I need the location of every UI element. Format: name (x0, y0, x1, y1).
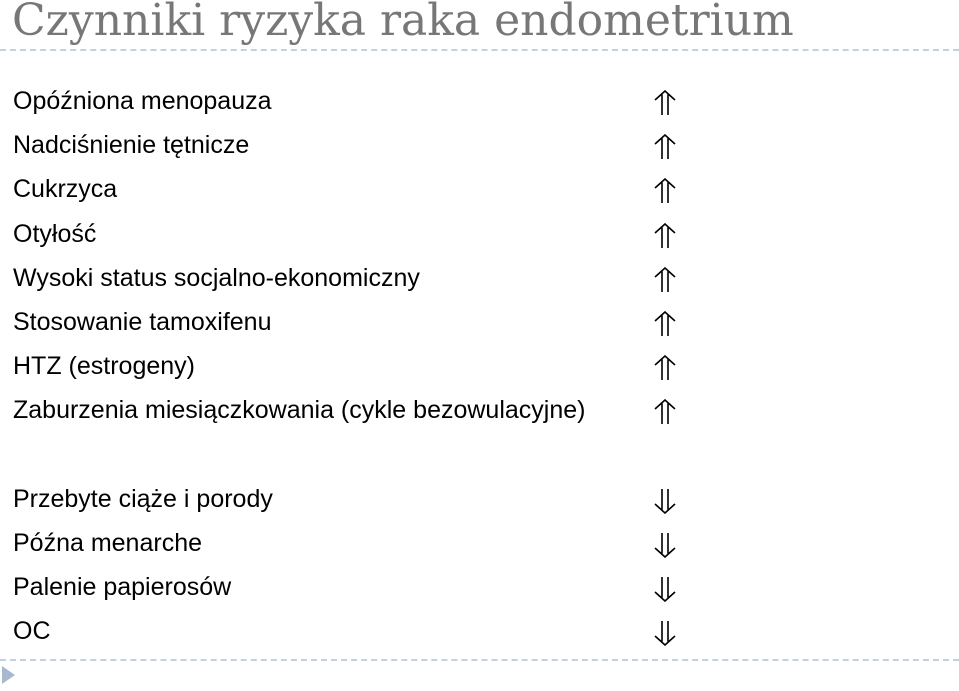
factor-label: Cukrzyca (13, 175, 118, 203)
list-item (0, 388, 700, 432)
factor-label: Nadciśnienie tętnicze (13, 131, 250, 159)
slide-title: Czynniki ryzyka raka endometrium (12, 0, 794, 46)
list-item (0, 521, 700, 565)
list-item (0, 565, 700, 609)
up-double-arrow-icon (652, 90, 678, 116)
up-double-arrow-icon (652, 355, 678, 381)
list-item (0, 477, 700, 521)
bottom-divider (0, 659, 959, 661)
up-double-arrow-icon (652, 134, 678, 160)
factor-label: Opóźniona menopauza (13, 87, 272, 115)
list-item (0, 344, 700, 388)
list-item (0, 167, 700, 211)
down-double-arrow-icon (652, 532, 678, 558)
list-item (0, 79, 700, 123)
factor-label: OC (13, 617, 51, 645)
factor-label: Późna menarche (13, 529, 203, 557)
factor-label: Zaburzenia miesiączkowania (cykle bezowulacyjne) (13, 396, 586, 424)
list-item (0, 212, 700, 256)
down-double-arrow-icon (652, 620, 678, 646)
list-item (0, 300, 700, 344)
list-item (0, 256, 700, 300)
factor-label: Stosowanie tamoxifenu (13, 308, 272, 336)
factor-label: Wysoki status socjalno-ekonomiczny (13, 264, 420, 292)
down-double-arrow-icon (652, 576, 678, 602)
factor-label: Otyłość (13, 220, 97, 248)
up-double-arrow-icon (652, 267, 678, 293)
up-double-arrow-icon (652, 399, 678, 425)
up-double-arrow-icon (652, 223, 678, 249)
factor-label: Palenie papierosów (13, 573, 232, 601)
factor-label: HTZ (estrogeny) (13, 352, 195, 380)
slide-marker-triangle-icon (2, 666, 15, 684)
list-item (0, 609, 700, 653)
up-double-arrow-icon (652, 311, 678, 337)
factor-label: Przebyte ciąże i porody (13, 485, 273, 513)
list-item (0, 123, 700, 167)
down-double-arrow-icon (652, 488, 678, 514)
up-double-arrow-icon (652, 178, 678, 204)
